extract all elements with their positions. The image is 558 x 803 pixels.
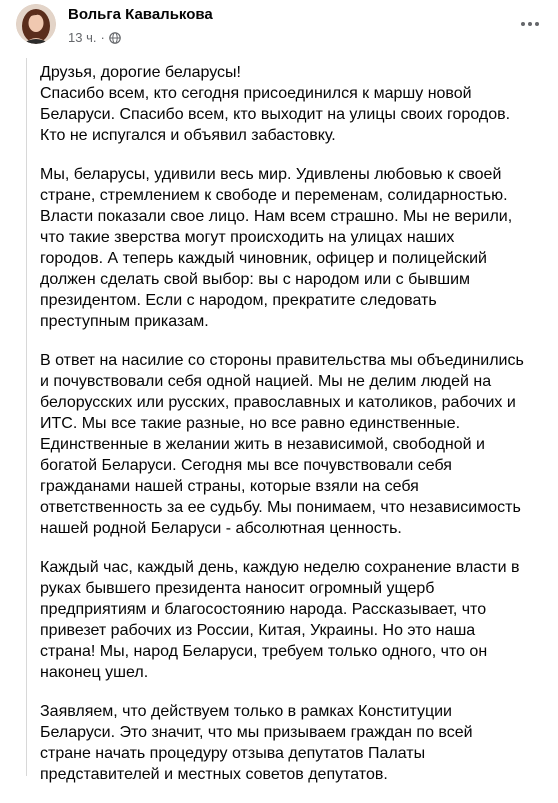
more-horizontal-icon[interactable] [514,8,546,40]
post-meta [68,30,121,45]
post-paragraph: Заявляем, что действуем только в рамках Конституции Беларуси. Это значит, что мы призываем граждан по всей стране начать процедуру отзыва депутатов Палаты представителей и местных советов депутатов. [40,703,473,783]
author-name[interactable]: Вольга Кавалькова [68,6,213,23]
quote-divider [26,58,27,776]
post-time[interactable]: 13 ч. [68,30,97,45]
avatar[interactable] [16,4,56,44]
post-paragraph: Мы, беларусы, удивили весь мир. Удивлены любовью к своей стране, стремлением к свободе и переменам, солидарностью. Власти показали свое лицо. Нам всем страшно. Мы не верили, что такие зверства могут происходить на улицах наших городов. А теперь каждый чиновник, офицер и полицейский должен сделать свой выбор: вы с народом или с бывшим президентом. Если с народом, прекратите следовать преступным приказам. [40,166,513,330]
post-paragraph: В ответ на насилие со стороны правительства мы объединились и почувствовали себя одной нацией. Мы не делим людей на белорусских или русских, православных и католиков, рабочих и ИТС. Мы все такие разные, но все равно единственные. Единственные в желании жить в независимой, свободной и богатой Беларуси. Сегодня мы все почувствовали себя гражданами нашей страны, которые взяли на себя ответственность за ее судьбу. Мы понимаем, что независимость нашей родной Беларуси - абсолютная ценность. [40,352,524,537]
post-header [16,4,546,56]
post-paragraph: Друзья, дорогие беларусы! Спасибо всем, кто сегодня присоединился к маршу новой Беларуси. Спасибо всем, кто выходит на улицы своих городов. Кто не испугался и объявил забастовку. [40,64,511,144]
avatar-image [16,4,56,44]
meta-separator: · [100,30,105,45]
post-paragraph: Каждый час, каждый день, каждую неделю сохранение власти в руках бывшего президента наносит огромный ущерб предприятиям и благосостоянию народа. Рассказывает, что привезет рабочих из России, Китая, Украины. Но это наша страна! Мы, народ Беларуси, требуем только одного, что он наконец ушел. [40,559,520,681]
post-text [40,62,552,803]
globe-icon[interactable] [109,32,121,44]
